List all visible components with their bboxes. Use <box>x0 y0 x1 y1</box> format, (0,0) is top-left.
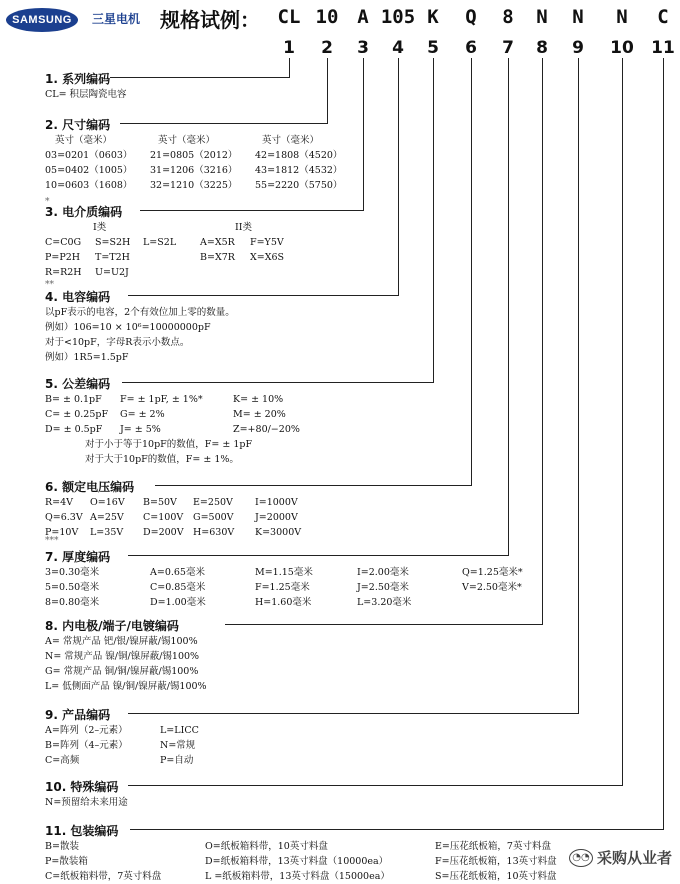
code-segment: 105 <box>380 6 416 28</box>
section-title: 11. 包装编码 <box>45 824 119 838</box>
section-text: I=2.00毫米 <box>357 567 409 578</box>
section-text: D= ± 0.5pF <box>45 424 103 435</box>
section-text: F= ± 1pF, ± 1%* <box>120 394 203 405</box>
section-text: C=C0G <box>45 237 82 248</box>
section-text: 03=0201（0603） <box>45 150 133 161</box>
section-text: A=25V <box>90 512 124 523</box>
section-text: II类 <box>235 222 253 233</box>
section-text: Q=1.25毫米* <box>462 567 523 578</box>
section-text: L=3.20毫米 <box>357 597 412 608</box>
section-text: S=S2H <box>95 237 131 248</box>
section-text: R=4V <box>45 497 74 508</box>
section-text: 5=0.50毫米 <box>45 582 100 593</box>
page-title: 规格试例： <box>160 8 260 32</box>
section-text: M= ± 20% <box>233 409 286 420</box>
section-text: 英寸（毫米） <box>55 135 113 146</box>
code-segment: K <box>427 6 439 28</box>
section-text: F=压花纸板箱，13英寸料盘 <box>435 856 557 867</box>
code-number: 1 <box>283 38 295 58</box>
section-text: P=P2H <box>45 252 81 263</box>
section-text: M=1.15毫米 <box>255 567 313 578</box>
section-text: 8=0.80毫米 <box>45 597 100 608</box>
section-title: 3. 电介质编码 <box>45 205 123 219</box>
section-text: C=高频 <box>45 755 80 766</box>
section-text: C=纸板箱料带，7英寸料盘 <box>45 871 162 882</box>
code-segment: N <box>616 6 628 28</box>
connector-line <box>128 295 399 296</box>
section-title: 5. 公差编码 <box>45 377 111 391</box>
section-text: H=630V <box>193 527 235 538</box>
section-title: 6. 额定电压编码 <box>45 480 135 494</box>
section-text: I类 <box>93 222 107 233</box>
section-text: F=1.25毫米 <box>255 582 310 593</box>
section-text: 英寸（毫米） <box>158 135 216 146</box>
section-text: B=阵列（4–元素） <box>45 740 128 751</box>
section-text: L =纸板箱料带，13英寸料盘（15000ea） <box>205 871 390 882</box>
section-text: E=250V <box>193 497 233 508</box>
section-text: O=16V <box>90 497 125 508</box>
code-number: 7 <box>502 38 514 58</box>
footnote-marker: *** <box>45 536 59 546</box>
section-text: G= ± 2% <box>120 409 165 420</box>
section-text: K=3000V <box>255 527 302 538</box>
connector-line <box>128 785 623 786</box>
connector-line <box>542 58 543 624</box>
section-text: P=10V <box>45 527 79 538</box>
section-text: B=50V <box>143 497 177 508</box>
section-text: P=自动 <box>160 755 194 766</box>
section-text: T=T2H <box>95 252 130 263</box>
section-text: L=35V <box>90 527 124 538</box>
section-text: 32=1210（3225） <box>150 180 238 191</box>
code-segment: N <box>536 6 548 28</box>
section-text: 对于大于10pF的数值，F= ± 1%。 <box>85 454 239 465</box>
section-text: L=S2L <box>143 237 177 248</box>
section-text: J=2.50毫米 <box>357 582 409 593</box>
code-number: 9 <box>572 38 584 58</box>
connector-line <box>433 58 434 382</box>
section-text: R=R2H <box>45 267 82 278</box>
section-text: 42=1808（4520） <box>255 150 343 161</box>
section-text: 05=0402（1005） <box>45 165 133 176</box>
connector-line <box>225 624 543 625</box>
section-text: D=200V <box>143 527 184 538</box>
section-text: E=压花纸板箱，7英寸料盘 <box>435 841 551 852</box>
section-text: C=0.85毫米 <box>150 582 206 593</box>
code-segment: Q <box>465 6 477 28</box>
section-text: L= 低侧面产品 镍/铜/镍屏蔽/锡100% <box>45 681 207 692</box>
watermark-text: 采购从业者 <box>596 849 672 867</box>
section-text: 英寸（毫米） <box>262 135 320 146</box>
section-text: 21=0805（2012） <box>150 150 238 161</box>
code-number: 10 <box>610 38 634 58</box>
section-title: 2. 尺寸编码 <box>45 118 111 132</box>
section-text: C=100V <box>143 512 184 523</box>
section-text: 55=2220（5750） <box>255 180 343 191</box>
section-text: P=散装箱 <box>45 856 88 867</box>
section-text: N=预留给未来用途 <box>45 797 128 808</box>
code-number: 8 <box>536 38 548 58</box>
section-title: 4. 电容编码 <box>45 290 111 304</box>
connector-line <box>363 58 364 210</box>
section-text: I=1000V <box>255 497 298 508</box>
section-text: B=散装 <box>45 841 79 852</box>
connector-line <box>663 58 664 829</box>
section-text: K= ± 10% <box>233 394 284 405</box>
section-title: 9. 产品编码 <box>45 708 111 722</box>
connector-line <box>471 58 472 485</box>
code-number: 3 <box>357 38 369 58</box>
code-number: 11 <box>651 38 675 58</box>
code-segment: CL <box>277 6 301 28</box>
connector-line <box>289 58 290 77</box>
section-text: N= 常规产品 镍/铜/镍屏蔽/锡100% <box>45 651 200 662</box>
brand-name: 三星电机 <box>92 12 141 26</box>
section-text: G= 常规产品 铜/铜/镍屏蔽/锡100% <box>45 666 199 677</box>
section-text: U=U2J <box>95 267 129 278</box>
footnote-marker: * <box>45 197 50 207</box>
section-text: D=纸板箱料带，13英寸料盘（10000ea） <box>205 856 389 867</box>
section-text: 对于小于等于10pF的数值，F= ± 1pF <box>85 439 253 450</box>
code-segment: 10 <box>315 6 339 28</box>
footnote-marker: ** <box>45 280 54 290</box>
connector-line <box>327 58 328 123</box>
section-text: 例如）1R5=1.5pF <box>45 352 129 363</box>
connector-line <box>622 58 623 785</box>
section-text: Z=+80/−20% <box>233 424 300 435</box>
connector-line <box>140 210 364 211</box>
section-text: Q=6.3V <box>45 512 83 523</box>
section-text: O=纸板箱料带，10英寸料盘 <box>205 841 328 852</box>
section-title: 7. 厚度编码 <box>45 550 111 564</box>
section-text: F=Y5V <box>250 237 284 248</box>
section-title: 1. 系列编码 <box>45 72 111 86</box>
connector-line <box>128 713 579 714</box>
samsung-logo: SAMSUNG <box>6 8 78 32</box>
section-text: 10=0603（1608） <box>45 180 133 191</box>
section-text: J=2000V <box>255 512 298 523</box>
watermark <box>569 847 672 868</box>
section-text: S=压花纸板箱，10英寸料盘 <box>435 871 557 882</box>
connector-line <box>508 58 509 555</box>
code-segment: C <box>657 6 669 28</box>
section-text: N=常规 <box>160 740 196 751</box>
section-text: A=阵列（2–元素） <box>45 725 128 736</box>
connector-line <box>122 382 434 383</box>
wechat-icon: ◔◔ <box>569 849 593 867</box>
code-segment: 8 <box>502 6 514 28</box>
section-title: 10. 特殊编码 <box>45 780 119 794</box>
code-number: 2 <box>321 38 333 58</box>
section-title: 8. 内电极/端子/电镀编码 <box>45 619 179 633</box>
connector-line <box>128 555 509 556</box>
section-text: B=X7R <box>200 252 235 263</box>
section-text: 3=0.30毫米 <box>45 567 100 578</box>
connector-line <box>130 829 664 830</box>
section-text: L=LICC <box>160 725 199 736</box>
section-text: D=1.00毫米 <box>150 597 206 608</box>
section-text: X=X6S <box>250 252 285 263</box>
section-text: 31=1206（3216） <box>150 165 238 176</box>
connector-line <box>578 58 579 713</box>
section-text: 例如）106=10 × 10⁶=10000000pF <box>45 322 211 333</box>
section-text: V=2.50毫米* <box>462 582 522 593</box>
connector-line <box>110 77 290 78</box>
section-text: A= 常规产品 钯/银/镍屏蔽/锡100% <box>45 636 198 647</box>
connector-line <box>155 485 472 486</box>
code-number: 5 <box>427 38 439 58</box>
connector-line <box>120 123 328 124</box>
section-text: CL= 积层陶瓷电容 <box>45 89 127 100</box>
section-text: H=1.60毫米 <box>255 597 312 608</box>
code-segment: N <box>572 6 584 28</box>
code-number: 6 <box>465 38 477 58</box>
section-text: G=500V <box>193 512 234 523</box>
section-text: A=X5R <box>200 237 235 248</box>
section-text: B= ± 0.1pF <box>45 394 102 405</box>
code-segment: A <box>357 6 369 28</box>
code-number: 4 <box>392 38 404 58</box>
section-text: 以pF表示的电容，2个有效位加上零的数量。 <box>45 307 235 318</box>
section-text: 对于<10pF，字母R表示小数点。 <box>45 337 190 348</box>
section-text: C= ± 0.25pF <box>45 409 109 420</box>
section-text: J= ± 5% <box>120 424 161 435</box>
section-text: 43=1812（4532） <box>255 165 343 176</box>
section-text: A=0.65毫米 <box>150 567 205 578</box>
connector-line <box>398 58 399 295</box>
